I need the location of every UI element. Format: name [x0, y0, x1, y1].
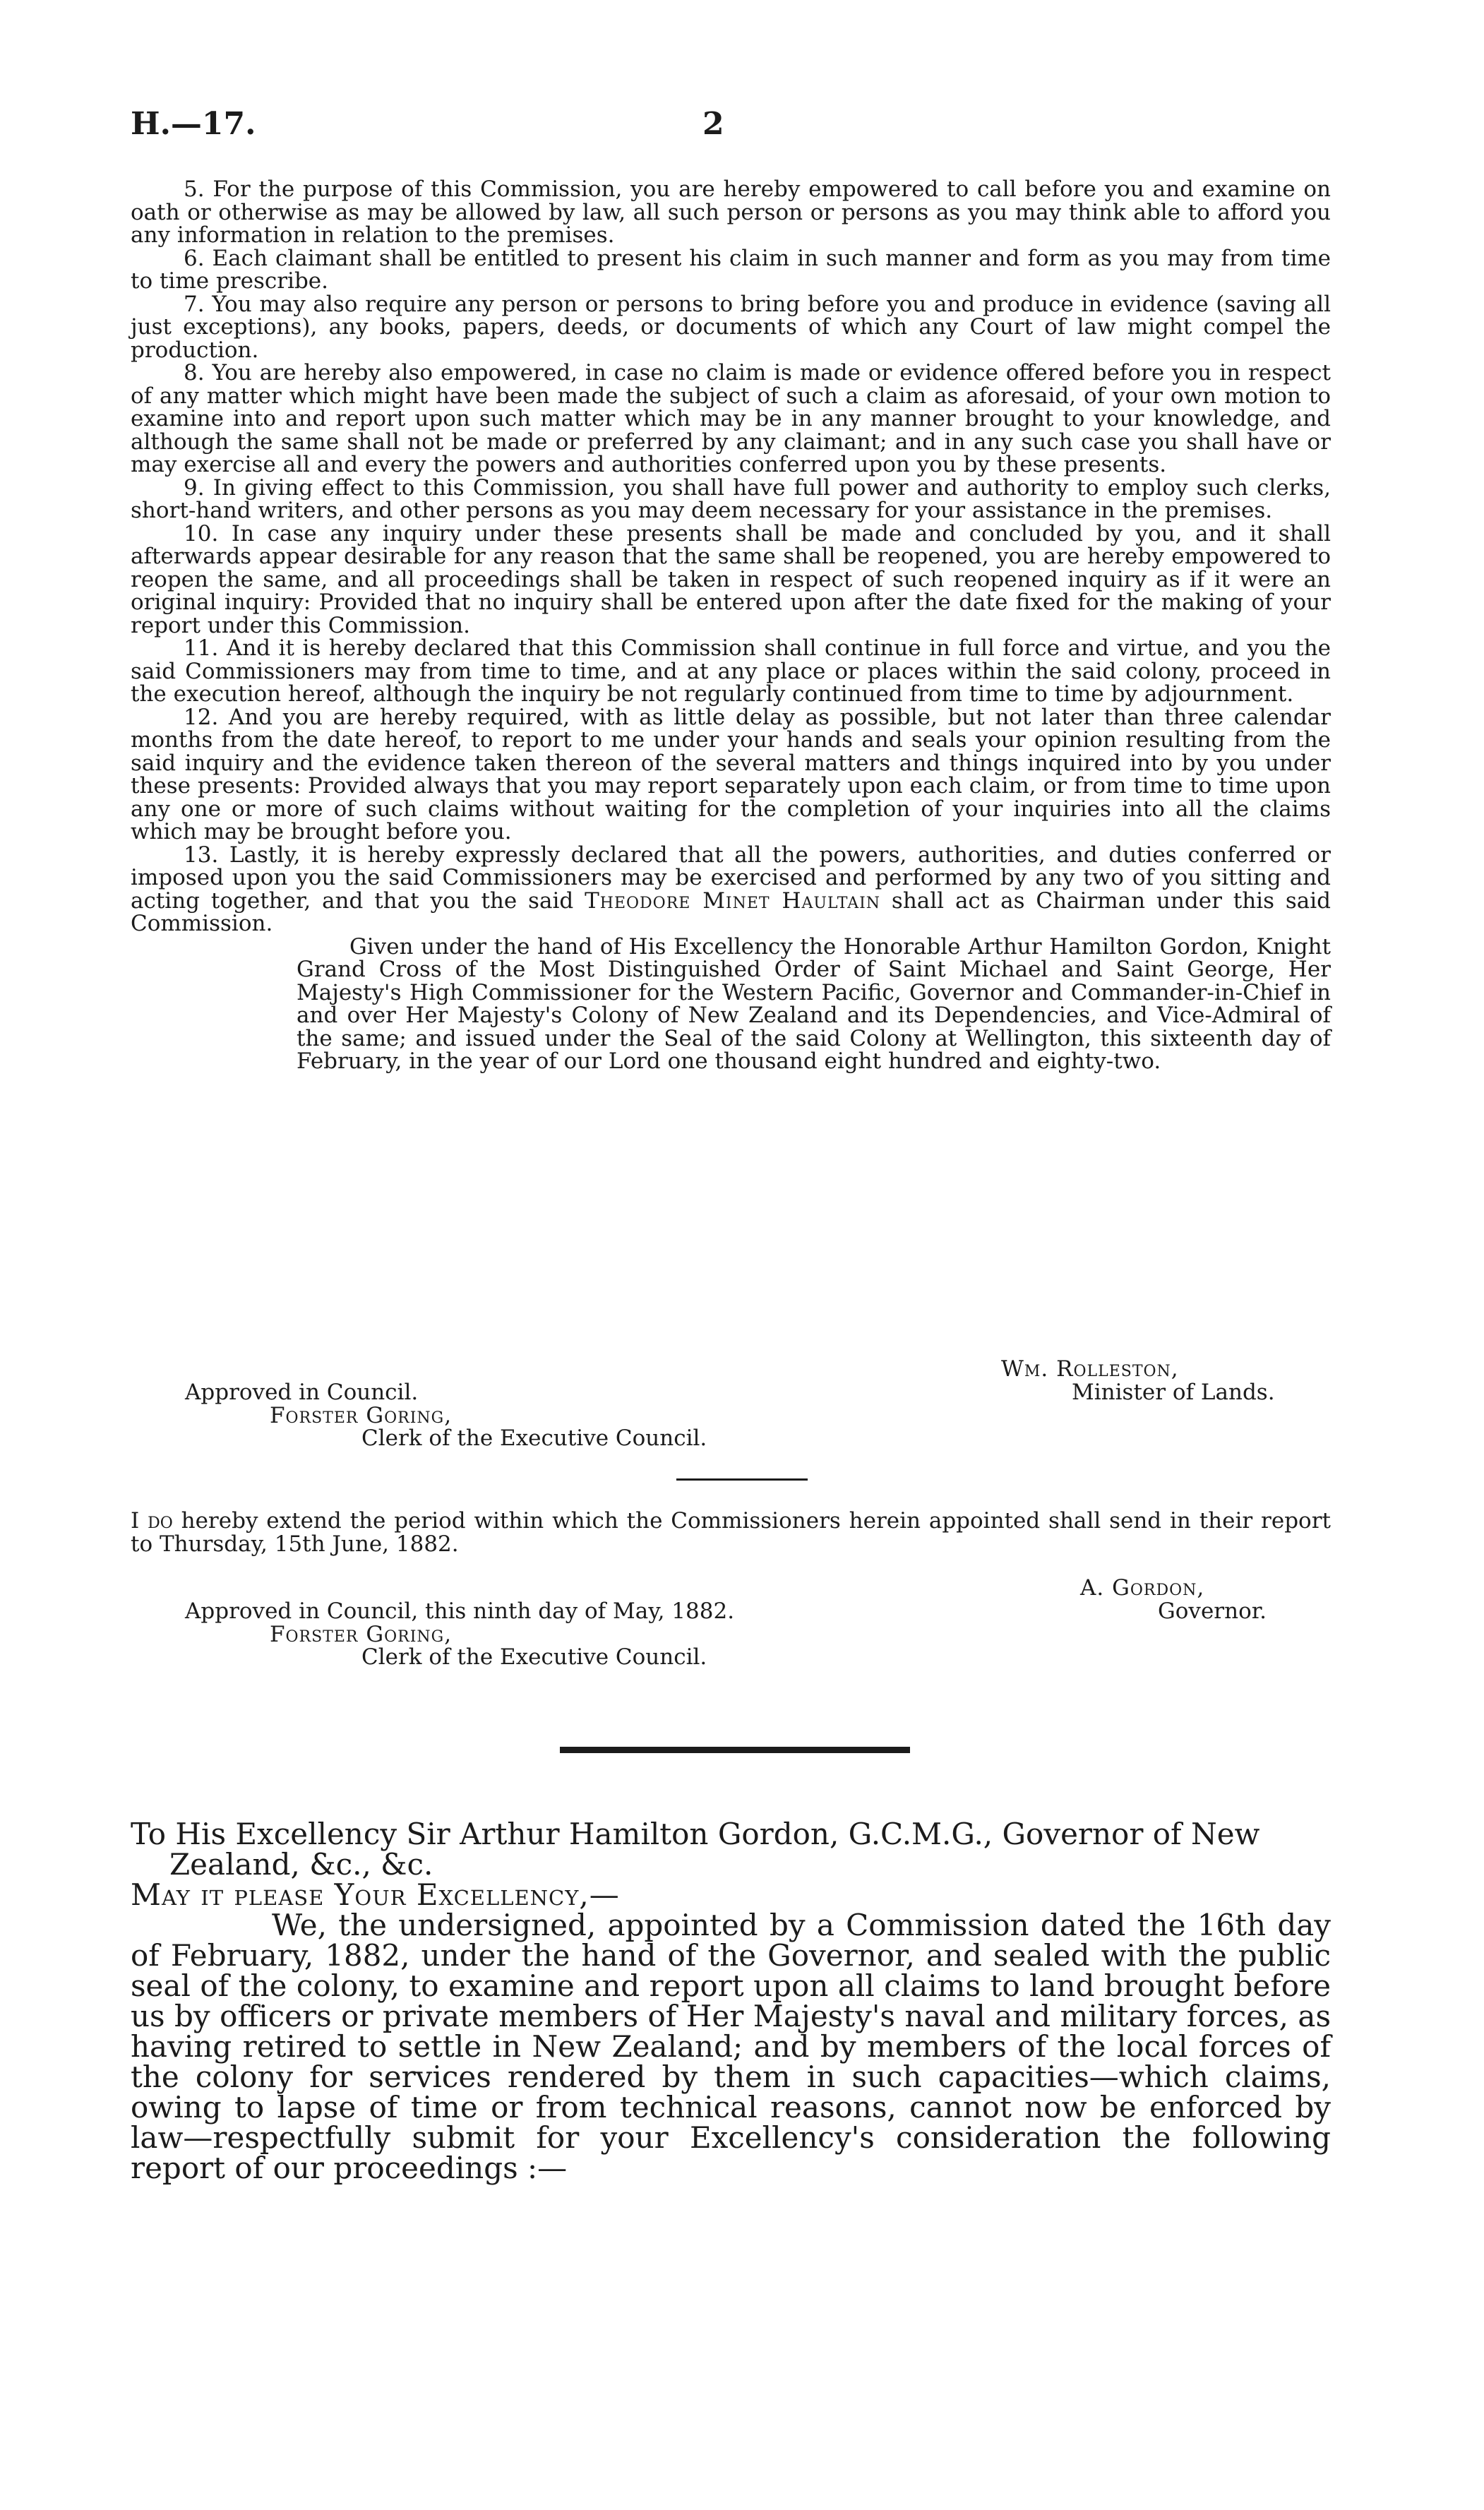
clause-9: 9. In giving effect to this Commission, you shall have full power and authority to employ such clerks, short-hand writers, and other persons as you may deem necessary for your assistance in the premises.	[131, 474, 1331, 523]
extension-clerk-name: Forster Goring,	[270, 1621, 453, 1647]
commission-clauses	[131, 178, 1331, 1073]
clause-13	[131, 844, 1331, 936]
extension-lead: I do	[131, 1508, 173, 1534]
clause-8: 8. You are hereby also empowered, in case no claim is made or evidence offered before you in respect of any matter which might have been made the subject of such a claim as aforesaid, of your own motion to examine into and report upon such matter which may be in any manner brought to your knowledge, and although the same shall not be made or preferred by any claimant; and in any such case you shall have or may exercise all and every the powers and authorities conferred upon you by these presents.	[131, 360, 1331, 477]
minister-signature	[1001, 1358, 1275, 1404]
minister-title: Minister of Lands.	[1072, 1379, 1275, 1405]
report-addressee: To His Excellency Sir Arthur Hamilton Gordon, G.C.M.G., Governor of New Zealand, &c., &c.	[131, 1817, 1260, 1882]
clause-11: 11. And it is hereby declared that this Commission shall continue in full force and virtue, and you the said Commissioners may from time to time, and at any place or places within the said colony, proceed in the execution hereof, although the inquiry be not regularly continued from time to time by adjournment.	[131, 635, 1331, 707]
clause-13-text: 13. Lastly, it is hereby expressly declared that all the powers, authorities, and duties conferred or imposed upon you the said Commissioners may be exercised and performed by any two of you sitting and acting together, and that you the said	[131, 842, 1331, 914]
commission-approval	[185, 1381, 707, 1450]
approved-in-council: Approved in Council.	[185, 1380, 419, 1405]
governor-title: Governor.	[1158, 1598, 1267, 1624]
clerk-title: Clerk of the Executive Council.	[361, 1426, 707, 1451]
section-divider	[676, 1478, 808, 1481]
clause-5: 5. For the purpose of this Commission, you are hereby empowered to call before you and examine on oath or otherwise as may be allowed by law, all such person or persons as you may think able to afford you any information in relation to the premises.	[131, 177, 1331, 248]
extension-notice	[131, 1510, 1331, 1555]
extension-text	[131, 1510, 1331, 1555]
report-salutation: May it please Your Excellency,—	[131, 1877, 620, 1912]
governor-name: A. Gordon,	[1080, 1575, 1205, 1601]
report-opening	[131, 1819, 1331, 2183]
clause-13-end: shall act as Chairman under this said Commission.	[131, 888, 1331, 936]
document-id: H.—17.	[131, 106, 256, 142]
clause-7: 7. You may also require any person or persons to bring before you and produce in evidence (saving all just exceptions), any books, papers, deeds, or documents of which any Court of law might compel the production.	[131, 291, 1331, 363]
page-number: 2	[702, 106, 724, 142]
clause-6: 6. Each claimant shall be entitled to present his claim in such manner and form as you may from time to time prescribe.	[131, 245, 1331, 294]
clause-12: 12. And you are hereby required, with as little delay as possible, but not later than three calendar months from the date hereof, to report to me under your hands and seals your opinion resulting from the said inquiry and the evidence taken thereon of the several matters and things inquired into by you under these presents: Provided always that you may report separately upon each claim, or from time to time upon any one or more of such claims without waiting for the completion of your inquiries into all the claims which may be brought before you.	[131, 704, 1331, 844]
heavy-divider	[560, 1747, 910, 1753]
extension-body: hereby extend the period within which the Commissioners herein appointed shall send in their report to Thursday, 15th June, 1882.	[131, 1508, 1331, 1557]
page-header	[131, 106, 1387, 148]
chairman-name: Theodore Minet Haultain	[585, 888, 881, 914]
clause-10: 10. In case any inquiry under these presents shall be made and concluded by you, and it shall afterwards appear desirable for any reason that the same shall be reopened, you are hereby empowered to reopen the same, and all proceedings shall be taken in respect of such reopened inquiry as if it were an original inquiry: Provided that no inquiry shall be entered upon after the date fixed for the making of your report under this Commission.	[131, 520, 1331, 638]
report-body: We, the undersigned, appointed by a Commission dated the 16th day of February, 1882, under the hand of the Governor, and sealed with the public seal of the colony, to examine and report upon all claims to land brought before us by officers or private members of Her Majesty's naval and military forces, as having retired to settle in New Zealand; and by members of the local forces of the colony for services rendered by them in such capacities—which claims, owing to lapse of time or from technical reasons, cannot now be enforced by law—respectfully submit for your Excellency's consideration the following report of our proceedings :—	[131, 1908, 1331, 2185]
extension-approval	[185, 1600, 734, 1669]
extension-clerk-title: Clerk of the Executive Council.	[361, 1644, 707, 1670]
given-under-hand: Given under the hand of His Excellency the Honorable Arthur Hamilton Gordon, Knight Grand Cross of the Most Distinguished Order of Saint Michael and Saint George, Her Majesty's High Commissioner for the Western Pacific, Governor and Commander-in-Chief in and over Her Majesty's Colony of New Zealand and its Dependencies, and Vice-Admiral of the same; and issued under the Seal of the said Colony at Wellington, this sixteenth day of February, in the year of our Lord one thousand eight hundred and eighty-two.	[297, 933, 1331, 1074]
extension-approved: Approved in Council, this ninth day of May, 1882.	[185, 1598, 735, 1624]
minister-name: Wm. Rolleston,	[1001, 1356, 1179, 1382]
governor-signature	[1080, 1577, 1267, 1622]
clerk-name: Forster Goring,	[270, 1402, 453, 1428]
